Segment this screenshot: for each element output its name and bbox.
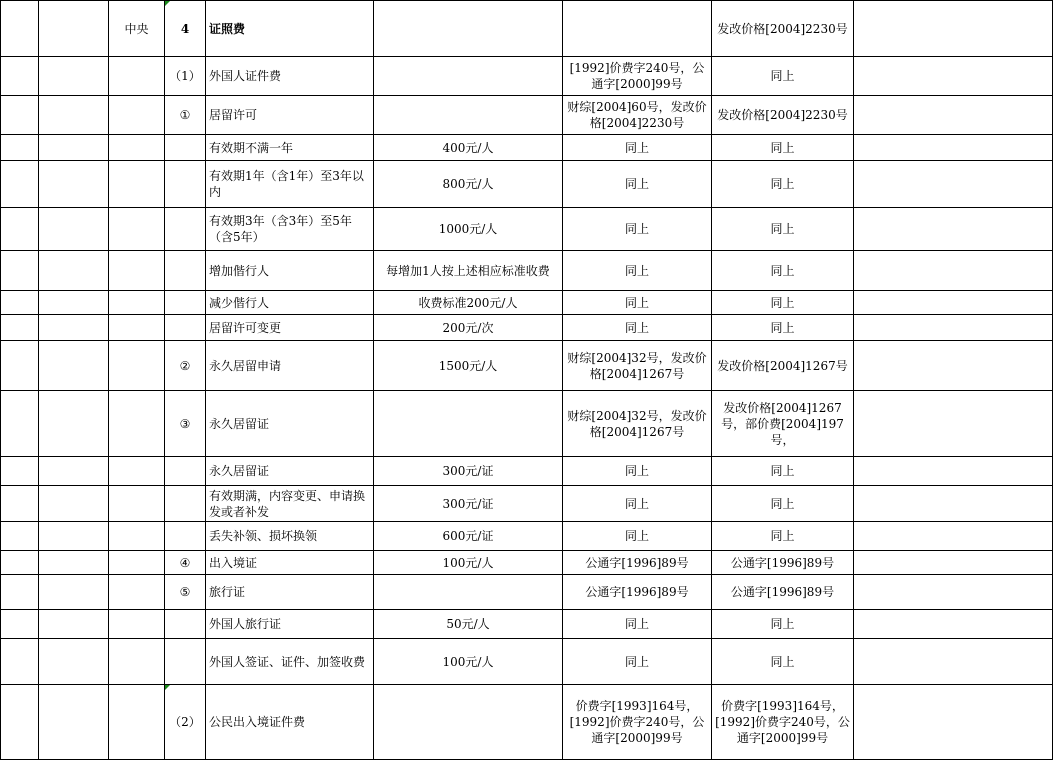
- cell-d[interactable]: [165, 291, 206, 315]
- cell-g[interactable]: [563, 96, 712, 135]
- cell-a[interactable]: [1, 1, 39, 57]
- table-row: [1, 639, 1053, 685]
- cell-text: 有效期3年（含3年）至5年（含5年）: [209, 214, 352, 244]
- cell-i[interactable]: [854, 291, 1053, 315]
- cell-c[interactable]: [109, 391, 165, 457]
- cell-c[interactable]: [109, 161, 165, 208]
- cell-b[interactable]: [39, 391, 109, 457]
- cell-d[interactable]: [165, 1, 206, 57]
- table-row: [1, 575, 1053, 610]
- cell-text: 50元/人: [446, 617, 490, 631]
- table-row: [1, 57, 1053, 96]
- cell-c[interactable]: [109, 522, 165, 551]
- cell-text: 永久居留证: [209, 416, 270, 431]
- cell-text: 同上: [624, 222, 649, 236]
- cell-d[interactable]: [165, 391, 206, 457]
- cell-text: 800元/人: [442, 177, 494, 191]
- table-row: [1, 208, 1053, 251]
- cell-e[interactable]: [206, 135, 374, 161]
- cell-text: 100元/人: [442, 555, 494, 570]
- cell-note-marker-icon: [165, 685, 170, 690]
- cell-text: 同上: [770, 617, 795, 631]
- cell-g[interactable]: [563, 610, 712, 639]
- cell-g[interactable]: [563, 685, 712, 760]
- cell-d[interactable]: [165, 575, 206, 610]
- cell-e[interactable]: [206, 208, 374, 251]
- cell-g[interactable]: [563, 291, 712, 315]
- cell-text: 价费字[1993]164号，[1992]价费字240号，公通字[2000]99号: [569, 699, 705, 745]
- cell-e[interactable]: [206, 161, 374, 208]
- cell-e[interactable]: [206, 291, 374, 315]
- cell-text: 财综[2004]32号，发改价格[2004]1267号: [567, 408, 707, 439]
- cell-g[interactable]: [563, 551, 712, 575]
- cell-i[interactable]: [854, 208, 1053, 251]
- cell-i[interactable]: [854, 341, 1053, 391]
- cell-c[interactable]: [109, 57, 165, 96]
- table-row: [1, 161, 1053, 208]
- cell-a[interactable]: [1, 57, 39, 96]
- cell-text: 400元/人: [442, 140, 494, 155]
- cell-f[interactable]: [374, 96, 563, 135]
- cell-c[interactable]: [109, 486, 165, 522]
- cell-d[interactable]: [165, 341, 206, 391]
- cell-text: 1000元/人: [438, 222, 498, 236]
- cell-d[interactable]: [165, 57, 206, 96]
- cell-b[interactable]: [39, 639, 109, 685]
- cell-c[interactable]: [109, 208, 165, 251]
- cell-c[interactable]: [109, 685, 165, 760]
- cell-c[interactable]: [109, 610, 165, 639]
- cell-d[interactable]: [165, 457, 206, 486]
- cell-text: 同上: [624, 654, 649, 669]
- cell-h[interactable]: [712, 161, 854, 208]
- cell-text: 发改价格[2004]1267号，部价费[2004]197号，: [721, 400, 844, 447]
- cell-text: 公民出入境证件费: [209, 715, 306, 729]
- cell-e[interactable]: [206, 639, 374, 685]
- cell-i[interactable]: [854, 251, 1053, 291]
- table-row: [1, 96, 1053, 135]
- cell-h[interactable]: [712, 486, 854, 522]
- cell-text: ②: [179, 358, 191, 373]
- cell-i[interactable]: [854, 486, 1053, 522]
- cell-d[interactable]: [165, 161, 206, 208]
- cell-f[interactable]: [374, 208, 563, 251]
- cell-b[interactable]: [39, 341, 109, 391]
- cell-i[interactable]: [854, 610, 1053, 639]
- cell-text: 旅行证: [209, 585, 246, 599]
- cell-b[interactable]: [39, 457, 109, 486]
- cell-text: （2）: [169, 715, 201, 729]
- table-row: [1, 391, 1053, 457]
- cell-h[interactable]: [712, 96, 854, 135]
- cell-b[interactable]: [39, 1, 109, 57]
- cell-text: 同上: [770, 295, 795, 310]
- cell-f[interactable]: [374, 486, 563, 522]
- cell-i[interactable]: [854, 685, 1053, 760]
- cell-h[interactable]: [712, 391, 854, 457]
- cell-a[interactable]: [1, 457, 39, 486]
- cell-a[interactable]: [1, 161, 39, 208]
- cell-b[interactable]: [39, 57, 109, 96]
- cell-text: 1500元/人: [438, 358, 498, 373]
- cell-e[interactable]: [206, 457, 374, 486]
- cell-text: 同上: [624, 263, 649, 278]
- cell-f[interactable]: [374, 575, 563, 610]
- cell-g[interactable]: [563, 315, 712, 341]
- cell-g[interactable]: [563, 391, 712, 457]
- cell-f[interactable]: [374, 391, 563, 457]
- cell-text: （1）: [169, 69, 201, 83]
- cell-text: 外国人签证、证件、加签收费: [209, 654, 366, 669]
- cell-g[interactable]: [563, 251, 712, 291]
- cell-text: 同上: [770, 222, 795, 236]
- cell-g[interactable]: [563, 575, 712, 610]
- cell-text: 同上: [624, 320, 649, 335]
- cell-i[interactable]: [854, 457, 1053, 486]
- cell-b[interactable]: [39, 208, 109, 251]
- cell-i[interactable]: [854, 639, 1053, 685]
- cell-f[interactable]: [374, 135, 563, 161]
- cell-h[interactable]: [712, 208, 854, 251]
- cell-e[interactable]: [206, 315, 374, 341]
- cell-b[interactable]: [39, 291, 109, 315]
- cell-d[interactable]: [165, 486, 206, 522]
- cell-h[interactable]: [712, 685, 854, 760]
- cell-text: 同上: [770, 263, 795, 278]
- cell-h[interactable]: [712, 341, 854, 391]
- cell-text: 300元/证: [442, 464, 494, 478]
- cell-a[interactable]: [1, 251, 39, 291]
- cell-text: 同上: [770, 177, 795, 191]
- cell-e[interactable]: [206, 522, 374, 551]
- cell-h[interactable]: [712, 575, 854, 610]
- cell-h[interactable]: [712, 522, 854, 551]
- cell-text: 外国人旅行证: [209, 617, 282, 631]
- cell-h[interactable]: [712, 610, 854, 639]
- table-row: [1, 341, 1053, 391]
- cell-i[interactable]: [854, 391, 1053, 457]
- cell-text: 100元/人: [442, 654, 494, 669]
- cell-f[interactable]: [374, 251, 563, 291]
- cell-text: ⑤: [179, 585, 191, 599]
- cell-text: 同上: [624, 496, 649, 511]
- cell-text: 增加偕行人: [209, 263, 270, 278]
- cell-e[interactable]: [206, 251, 374, 291]
- cell-text: ③: [179, 416, 191, 431]
- cell-d[interactable]: [165, 251, 206, 291]
- cell-f[interactable]: [374, 610, 563, 639]
- cell-h[interactable]: [712, 57, 854, 96]
- table-row: [1, 685, 1053, 760]
- cell-b[interactable]: [39, 551, 109, 575]
- cell-text: 同上: [624, 177, 649, 191]
- cell-f[interactable]: [374, 57, 563, 96]
- cell-text: 200元/次: [442, 320, 494, 335]
- cell-text: 600元/证: [442, 529, 494, 543]
- cell-g[interactable]: [563, 457, 712, 486]
- cell-text: 公通字[1996]89号: [585, 555, 689, 570]
- cell-d[interactable]: [165, 135, 206, 161]
- cell-text: 同上: [624, 617, 649, 631]
- cell-h[interactable]: [712, 291, 854, 315]
- cell-f[interactable]: [374, 551, 563, 575]
- cell-g[interactable]: [563, 341, 712, 391]
- cell-h[interactable]: [712, 639, 854, 685]
- cell-text: 证照费: [209, 21, 246, 36]
- cell-g[interactable]: [563, 135, 712, 161]
- cell-e[interactable]: [206, 551, 374, 575]
- cell-h[interactable]: [712, 135, 854, 161]
- cell-b[interactable]: [39, 685, 109, 760]
- cell-a[interactable]: [1, 522, 39, 551]
- cell-text: 居留许可变更: [209, 320, 282, 335]
- cell-c[interactable]: [109, 551, 165, 575]
- cell-text: ④: [179, 555, 191, 570]
- cell-h[interactable]: [712, 251, 854, 291]
- table-row: [1, 135, 1053, 161]
- cell-text: 有效期1年（含1年）至3年以内: [209, 169, 364, 199]
- cell-text: 300元/证: [442, 496, 494, 511]
- cell-b[interactable]: [39, 575, 109, 610]
- cell-e[interactable]: [206, 575, 374, 610]
- cell-f[interactable]: [374, 1, 563, 57]
- cell-text: 中央: [124, 21, 149, 36]
- cell-b[interactable]: [39, 315, 109, 341]
- cell-a[interactable]: [1, 551, 39, 575]
- cell-text: 减少偕行人: [209, 295, 270, 310]
- cell-b[interactable]: [39, 486, 109, 522]
- table-row: [1, 486, 1053, 522]
- cell-text: 同上: [624, 464, 649, 478]
- cell-text: 同上: [624, 529, 649, 543]
- cell-c[interactable]: [109, 457, 165, 486]
- cell-a[interactable]: [1, 575, 39, 610]
- cell-d[interactable]: [165, 208, 206, 251]
- cell-f[interactable]: [374, 639, 563, 685]
- cell-d[interactable]: [165, 522, 206, 551]
- cell-text: 丢失补领、损坏换领: [209, 529, 318, 543]
- cell-c[interactable]: [109, 135, 165, 161]
- cell-text: 同上: [770, 654, 795, 669]
- sheet-body: [1, 1, 1053, 760]
- cell-text: 公通字[1996]89号: [585, 585, 689, 599]
- cell-e[interactable]: [206, 57, 374, 96]
- cell-d[interactable]: [165, 610, 206, 639]
- cell-e[interactable]: [206, 1, 374, 57]
- cell-i[interactable]: [854, 522, 1053, 551]
- cell-g[interactable]: [563, 208, 712, 251]
- table-row: [1, 251, 1053, 291]
- table-row: [1, 315, 1053, 341]
- table-row: [1, 610, 1053, 639]
- cell-a[interactable]: [1, 315, 39, 341]
- cell-f[interactable]: [374, 341, 563, 391]
- cell-text: 有效期满，内容变更、申请换发或者补发: [209, 488, 366, 519]
- cell-text: [1992]价费字240号，公通字[2000]99号: [569, 61, 705, 91]
- cell-d[interactable]: [165, 315, 206, 341]
- cell-h[interactable]: [712, 1, 854, 57]
- cell-g[interactable]: [563, 1, 712, 57]
- cell-a[interactable]: [1, 291, 39, 315]
- cell-h[interactable]: [712, 457, 854, 486]
- cell-e[interactable]: [206, 610, 374, 639]
- cell-h[interactable]: [712, 315, 854, 341]
- cell-b[interactable]: [39, 522, 109, 551]
- cell-a[interactable]: [1, 639, 39, 685]
- table-row: [1, 551, 1053, 575]
- cell-text: 发改价格[2004]2230号: [717, 108, 848, 122]
- cell-d[interactable]: [165, 551, 206, 575]
- cell-i[interactable]: [854, 1, 1053, 57]
- cell-b[interactable]: [39, 610, 109, 639]
- cell-d[interactable]: [165, 96, 206, 135]
- cell-text: 财综[2004]32号，发改价格[2004]1267号: [567, 350, 707, 381]
- cell-i[interactable]: [854, 57, 1053, 96]
- cell-text: 收费标准200元/人: [418, 295, 518, 310]
- cell-a[interactable]: [1, 610, 39, 639]
- cell-a[interactable]: [1, 135, 39, 161]
- cell-i[interactable]: [854, 551, 1053, 575]
- cell-a[interactable]: [1, 96, 39, 135]
- cell-text: 公通字[1996]89号: [730, 585, 835, 599]
- cell-text: 发改价格[2004]2230号: [717, 21, 848, 36]
- cell-text: 同上: [624, 140, 649, 155]
- cell-g[interactable]: [563, 486, 712, 522]
- cell-text: 同上: [770, 496, 795, 511]
- cell-text: 有效期不满一年: [209, 140, 294, 155]
- table-row: [1, 291, 1053, 315]
- cell-text: 同上: [770, 529, 795, 543]
- cell-e[interactable]: [206, 685, 374, 760]
- cell-text: 4: [180, 21, 190, 36]
- cell-a[interactable]: [1, 486, 39, 522]
- cell-text: 公通字[1996]89号: [730, 555, 835, 570]
- cell-d[interactable]: [165, 639, 206, 685]
- cell-e[interactable]: [206, 486, 374, 522]
- cell-text: 发改价格[2004]1267号: [717, 358, 848, 373]
- cell-f[interactable]: [374, 685, 563, 760]
- cell-text: 永久居留证: [209, 464, 270, 478]
- cell-g[interactable]: [563, 639, 712, 685]
- table-row: [1, 457, 1053, 486]
- cell-f[interactable]: [374, 522, 563, 551]
- cell-f[interactable]: [374, 161, 563, 208]
- cell-e[interactable]: [206, 341, 374, 391]
- cell-e[interactable]: [206, 96, 374, 135]
- cell-text: ①: [179, 108, 191, 122]
- cell-g[interactable]: [563, 57, 712, 96]
- cell-i[interactable]: [854, 315, 1053, 341]
- cell-d[interactable]: [165, 685, 206, 760]
- cell-g[interactable]: [563, 522, 712, 551]
- cell-f[interactable]: [374, 291, 563, 315]
- cell-text: 同上: [770, 320, 795, 335]
- cell-b[interactable]: [39, 96, 109, 135]
- cell-i[interactable]: [854, 96, 1053, 135]
- cell-text: 财综[2004]60号，发改价格[2004]2230号: [567, 100, 707, 130]
- cell-a[interactable]: [1, 685, 39, 760]
- cell-i[interactable]: [854, 135, 1053, 161]
- cell-e[interactable]: [206, 391, 374, 457]
- cell-note-marker-icon: [165, 1, 170, 6]
- cell-g[interactable]: [563, 161, 712, 208]
- cell-c[interactable]: [109, 341, 165, 391]
- cell-c[interactable]: [109, 291, 165, 315]
- cell-text: 出入境证: [209, 555, 258, 570]
- cell-b[interactable]: [39, 251, 109, 291]
- cell-c[interactable]: [109, 96, 165, 135]
- cell-c[interactable]: [109, 251, 165, 291]
- cell-i[interactable]: [854, 161, 1053, 208]
- cell-c[interactable]: [109, 575, 165, 610]
- cell-text: 外国人证件费: [209, 69, 282, 83]
- cell-a[interactable]: [1, 391, 39, 457]
- cell-text: 居留许可: [209, 108, 258, 122]
- table-row: [1, 1, 1053, 57]
- cell-i[interactable]: [854, 575, 1053, 610]
- cell-text: 永久居留申请: [209, 358, 282, 373]
- table-row: [1, 522, 1053, 551]
- cell-h[interactable]: [712, 551, 854, 575]
- cell-b[interactable]: [39, 161, 109, 208]
- cell-f[interactable]: [374, 457, 563, 486]
- cell-f[interactable]: [374, 315, 563, 341]
- cell-c[interactable]: [109, 1, 165, 57]
- cell-c[interactable]: [109, 315, 165, 341]
- cell-b[interactable]: [39, 135, 109, 161]
- cell-text: 价费字[1993]164号，[1992]价费字240号，公通字[2000]99号: [715, 699, 850, 745]
- cell-text: 每增加1人按上述相应标准收费: [386, 263, 550, 278]
- cell-text: 同上: [770, 69, 795, 83]
- cell-text: 同上: [770, 464, 795, 478]
- cell-text: 同上: [624, 295, 649, 310]
- cell-text: 同上: [770, 140, 795, 155]
- cell-c[interactable]: [109, 639, 165, 685]
- cell-a[interactable]: [1, 208, 39, 251]
- cell-a[interactable]: [1, 341, 39, 391]
